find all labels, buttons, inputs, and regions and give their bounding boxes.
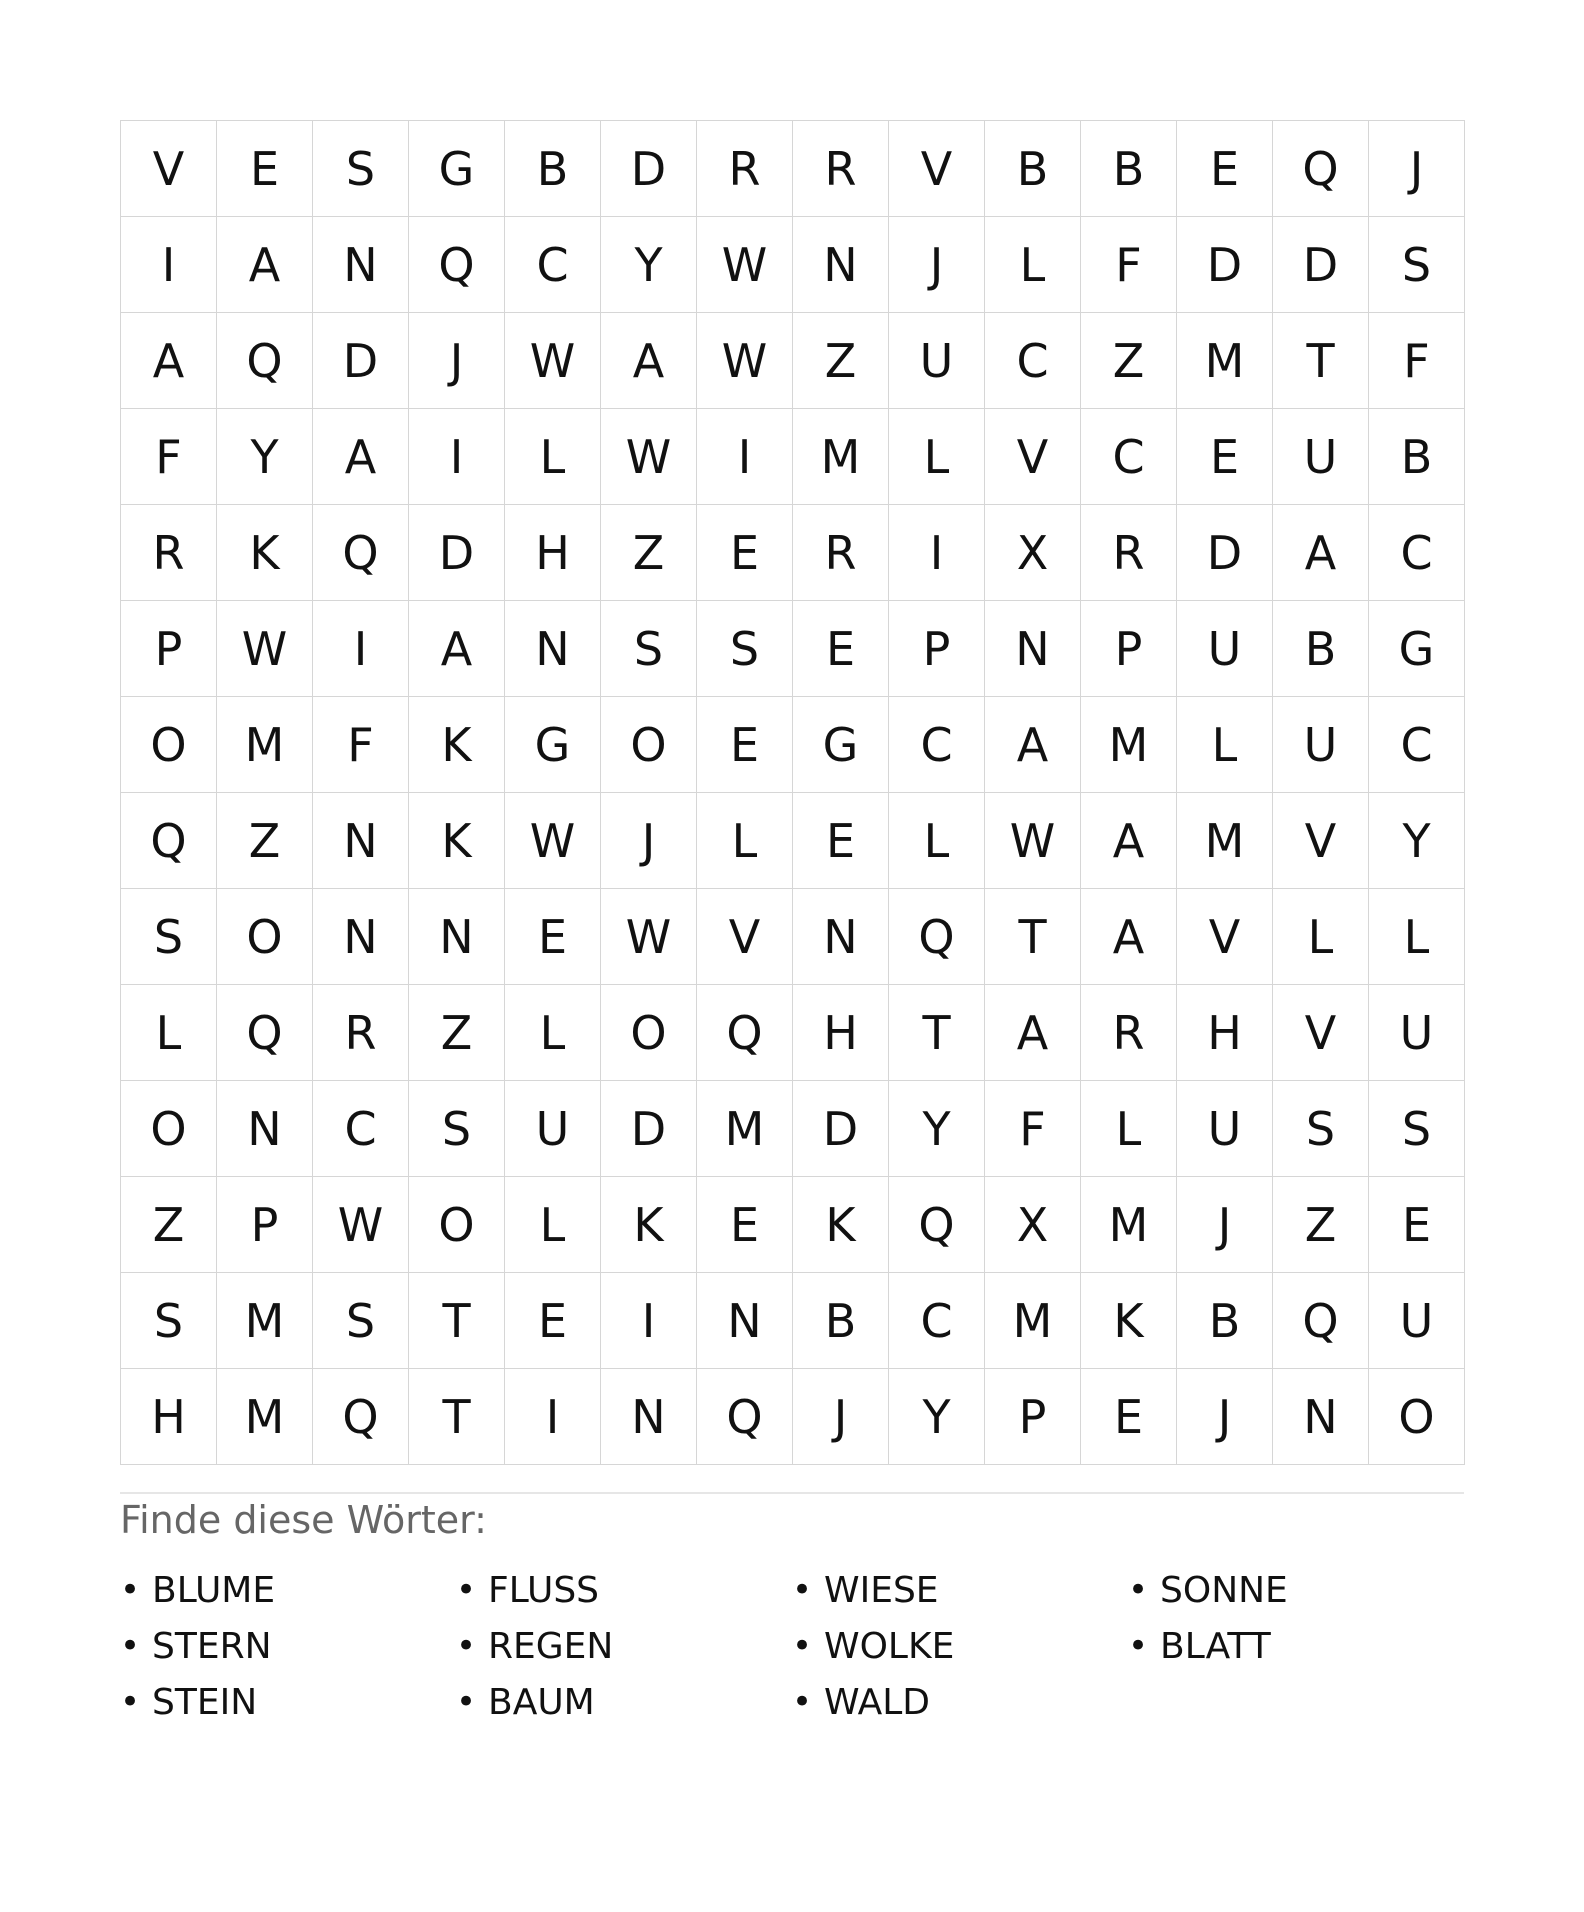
grid-cell[interactable]: U xyxy=(1273,409,1369,505)
grid-cell[interactable]: A xyxy=(313,409,409,505)
grid-cell[interactable]: B xyxy=(985,121,1081,217)
grid-cell[interactable]: O xyxy=(121,697,217,793)
grid-cell[interactable]: B xyxy=(505,121,601,217)
grid-cell[interactable]: A xyxy=(1273,505,1369,601)
grid-cell[interactable]: P xyxy=(1081,601,1177,697)
word-list-item xyxy=(792,1674,1128,1730)
grid-cell[interactable]: B xyxy=(1177,1273,1273,1369)
grid-cell[interactable]: E xyxy=(697,505,793,601)
grid-cell[interactable]: E xyxy=(505,889,601,985)
grid-cell[interactable]: Q xyxy=(217,985,313,1081)
grid-cell[interactable]: Z xyxy=(1273,1177,1369,1273)
grid-cell[interactable]: G xyxy=(793,697,889,793)
letter-grid xyxy=(120,120,1465,1465)
grid-cell[interactable]: Q xyxy=(409,217,505,313)
word-list-item xyxy=(1128,1618,1464,1674)
grid-cell[interactable]: J xyxy=(889,217,985,313)
grid-cell[interactable]: W xyxy=(697,313,793,409)
grid-cell[interactable]: D xyxy=(1177,217,1273,313)
bullet-icon: • xyxy=(1128,1626,1149,1666)
word-label: FLUSS xyxy=(488,1569,600,1611)
grid-cell[interactable]: T xyxy=(985,889,1081,985)
word-list xyxy=(120,1562,1464,1730)
bullet-icon: • xyxy=(120,1682,141,1722)
grid-cell[interactable]: I xyxy=(313,601,409,697)
grid-cell[interactable]: E xyxy=(1177,409,1273,505)
grid-cell[interactable]: C xyxy=(1081,409,1177,505)
grid-cell[interactable]: I xyxy=(409,409,505,505)
word-label: REGEN xyxy=(488,1625,614,1667)
grid-cell[interactable]: Y xyxy=(217,409,313,505)
grid-cell[interactable]: L xyxy=(1273,889,1369,985)
grid-cell[interactable]: I xyxy=(505,1369,601,1465)
grid-cell[interactable]: F xyxy=(1369,313,1465,409)
grid-cell[interactable]: W xyxy=(313,1177,409,1273)
grid-cell[interactable]: L xyxy=(121,985,217,1081)
grid-cell[interactable]: V xyxy=(1273,793,1369,889)
grid-cell[interactable]: L xyxy=(889,793,985,889)
grid-cell[interactable]: O xyxy=(217,889,313,985)
grid-cell[interactable]: X xyxy=(985,1177,1081,1273)
grid-cell[interactable]: R xyxy=(793,121,889,217)
grid-cell[interactable]: H xyxy=(505,505,601,601)
grid-cell[interactable]: S xyxy=(121,889,217,985)
grid-cell[interactable]: T xyxy=(1273,313,1369,409)
grid-cell[interactable]: N xyxy=(1273,1369,1369,1465)
grid-cell[interactable]: E xyxy=(697,697,793,793)
grid-cell[interactable]: U xyxy=(1273,697,1369,793)
word-label: WIESE xyxy=(824,1569,939,1611)
grid-cell[interactable]: N xyxy=(793,889,889,985)
grid-cell[interactable]: D xyxy=(409,505,505,601)
grid-cell[interactable]: K xyxy=(217,505,313,601)
word-list-title: Finde diese Wörter: xyxy=(120,1498,487,1542)
grid-cell[interactable]: R xyxy=(1081,985,1177,1081)
grid-cell[interactable]: Q xyxy=(313,505,409,601)
grid-cell[interactable]: O xyxy=(601,697,697,793)
grid-cell[interactable]: S xyxy=(1273,1081,1369,1177)
grid-cell[interactable]: Q xyxy=(1273,121,1369,217)
word-label: WOLKE xyxy=(824,1625,955,1667)
grid-cell[interactable]: A xyxy=(1081,889,1177,985)
grid-cell[interactable]: D xyxy=(313,313,409,409)
grid-cell[interactable]: I xyxy=(697,409,793,505)
grid-cell[interactable]: Z xyxy=(409,985,505,1081)
bullet-icon: • xyxy=(456,1570,477,1610)
grid-cell[interactable]: J xyxy=(409,313,505,409)
grid-cell[interactable]: O xyxy=(1369,1369,1465,1465)
grid-cell[interactable]: V xyxy=(985,409,1081,505)
bullet-icon: • xyxy=(120,1570,141,1610)
grid-cell[interactable]: D xyxy=(1273,217,1369,313)
grid-cell[interactable]: E xyxy=(697,1177,793,1273)
grid-cell[interactable]: M xyxy=(1081,1177,1177,1273)
grid-cell[interactable]: U xyxy=(889,313,985,409)
grid-cell[interactable]: O xyxy=(121,1081,217,1177)
grid-cell[interactable]: E xyxy=(793,793,889,889)
grid-cell[interactable]: S xyxy=(601,601,697,697)
word-search-puzzle xyxy=(120,120,1464,1723)
bullet-icon: • xyxy=(1128,1570,1149,1610)
grid-cell[interactable]: W xyxy=(601,889,697,985)
grid-cell[interactable]: U xyxy=(1177,601,1273,697)
grid-cell[interactable]: J xyxy=(793,1369,889,1465)
word-list-item xyxy=(1128,1562,1464,1618)
grid-cell[interactable]: J xyxy=(1369,121,1465,217)
word-list-item xyxy=(792,1562,1128,1618)
grid-cell[interactable]: H xyxy=(121,1369,217,1465)
grid-cell[interactable]: M xyxy=(1177,313,1273,409)
grid-cell[interactable]: A xyxy=(985,697,1081,793)
grid-cell[interactable]: W xyxy=(217,601,313,697)
grid-cell[interactable]: A xyxy=(121,313,217,409)
grid-cell[interactable]: R xyxy=(697,121,793,217)
grid-cell[interactable]: P xyxy=(121,601,217,697)
grid-cell[interactable]: E xyxy=(505,1273,601,1369)
grid-cell[interactable]: A xyxy=(409,601,505,697)
grid-cell[interactable]: W xyxy=(985,793,1081,889)
grid-cell[interactable]: G xyxy=(1369,601,1465,697)
grid-cell[interactable]: N xyxy=(697,1273,793,1369)
grid-cell[interactable]: L xyxy=(1081,1081,1177,1177)
grid-cell[interactable]: C xyxy=(889,697,985,793)
bullet-icon: • xyxy=(120,1626,141,1666)
grid-cell[interactable]: H xyxy=(793,985,889,1081)
word-list-item xyxy=(456,1618,792,1674)
grid-cell[interactable]: C xyxy=(1369,697,1465,793)
grid-cell[interactable]: L xyxy=(697,793,793,889)
grid-cell[interactable]: S xyxy=(121,1273,217,1369)
grid-cell[interactable]: W xyxy=(601,409,697,505)
word-list-item xyxy=(456,1562,792,1618)
grid-cell[interactable]: F xyxy=(313,697,409,793)
grid-cell[interactable]: J xyxy=(1177,1177,1273,1273)
grid-cell[interactable]: L xyxy=(1177,697,1273,793)
grid-cell[interactable]: Y xyxy=(601,217,697,313)
grid-cell[interactable]: M xyxy=(217,1369,313,1465)
grid-cell[interactable]: K xyxy=(409,697,505,793)
grid-cell[interactable]: N xyxy=(217,1081,313,1177)
grid-cell[interactable]: F xyxy=(121,409,217,505)
grid-cell[interactable]: C xyxy=(889,1273,985,1369)
grid-cell[interactable]: G xyxy=(505,697,601,793)
grid-cell[interactable]: T xyxy=(409,1273,505,1369)
grid-cell[interactable]: M xyxy=(793,409,889,505)
grid-cell[interactable]: S xyxy=(1369,217,1465,313)
grid-cell[interactable]: D xyxy=(601,121,697,217)
word-label: STEIN xyxy=(152,1681,258,1723)
word-list-item xyxy=(120,1674,456,1730)
grid-cell[interactable]: P xyxy=(889,601,985,697)
grid-cell[interactable]: L xyxy=(505,985,601,1081)
grid-cell[interactable]: R xyxy=(313,985,409,1081)
grid-cell[interactable]: N xyxy=(985,601,1081,697)
grid-cell[interactable]: E xyxy=(1177,121,1273,217)
grid-cell[interactable]: C xyxy=(985,313,1081,409)
grid-cell[interactable]: S xyxy=(409,1081,505,1177)
grid-cell[interactable]: N xyxy=(409,889,505,985)
grid-cell[interactable]: E xyxy=(793,601,889,697)
grid-cell[interactable]: C xyxy=(505,217,601,313)
grid-cell[interactable]: V xyxy=(121,121,217,217)
grid-cell[interactable]: W xyxy=(505,313,601,409)
grid-cell[interactable]: U xyxy=(1369,985,1465,1081)
grid-cell[interactable]: T xyxy=(409,1369,505,1465)
grid-cell[interactable]: N xyxy=(793,217,889,313)
word-label: BLATT xyxy=(1160,1625,1271,1667)
grid-cell[interactable]: S xyxy=(313,121,409,217)
grid-cell[interactable]: V xyxy=(889,121,985,217)
grid-cell[interactable]: P xyxy=(985,1369,1081,1465)
grid-cell[interactable]: T xyxy=(889,985,985,1081)
grid-cell[interactable]: Z xyxy=(1081,313,1177,409)
grid-cell[interactable]: M xyxy=(217,697,313,793)
grid-cell[interactable]: R xyxy=(121,505,217,601)
word-label: WALD xyxy=(824,1681,931,1723)
grid-cell[interactable]: Z xyxy=(793,313,889,409)
grid-cell[interactable]: K xyxy=(793,1177,889,1273)
grid-cell[interactable]: N xyxy=(313,793,409,889)
grid-cell[interactable]: Z xyxy=(217,793,313,889)
grid-cell[interactable]: I xyxy=(601,1273,697,1369)
grid-cell[interactable]: H xyxy=(1177,985,1273,1081)
grid-cell[interactable]: Q xyxy=(697,1369,793,1465)
grid-cell[interactable]: L xyxy=(889,409,985,505)
word-label: BLUME xyxy=(152,1569,276,1611)
grid-cell[interactable]: E xyxy=(1081,1369,1177,1465)
grid-cell[interactable]: N xyxy=(313,217,409,313)
grid-cell[interactable]: A xyxy=(1081,793,1177,889)
grid-cell[interactable]: L xyxy=(505,409,601,505)
grid-cell[interactable]: L xyxy=(1369,889,1465,985)
bullet-icon: • xyxy=(792,1626,813,1666)
grid-cell[interactable]: K xyxy=(1081,1273,1177,1369)
grid-cell[interactable]: E xyxy=(217,121,313,217)
grid-cell[interactable]: U xyxy=(505,1081,601,1177)
grid-cell[interactable]: D xyxy=(601,1081,697,1177)
grid-cell[interactable]: O xyxy=(409,1177,505,1273)
grid-cell[interactable]: Q xyxy=(1273,1273,1369,1369)
grid-cell[interactable]: Q xyxy=(889,889,985,985)
grid-cell[interactable]: I xyxy=(889,505,985,601)
grid-cell[interactable]: D xyxy=(793,1081,889,1177)
grid-cell[interactable]: M xyxy=(217,1273,313,1369)
grid-cell[interactable]: N xyxy=(601,1369,697,1465)
grid-cell[interactable]: B xyxy=(1369,409,1465,505)
grid-cell[interactable]: Q xyxy=(313,1369,409,1465)
grid-cell[interactable]: L xyxy=(985,217,1081,313)
word-label: BAUM xyxy=(488,1681,595,1723)
grid-cell[interactable]: E xyxy=(1369,1177,1465,1273)
word-list-item xyxy=(456,1674,792,1730)
grid-cell[interactable]: B xyxy=(1273,601,1369,697)
grid-cell[interactable]: F xyxy=(1081,217,1177,313)
grid-cell[interactable]: U xyxy=(1369,1273,1465,1369)
grid-cell[interactable]: N xyxy=(505,601,601,697)
grid-cell[interactable]: D xyxy=(1177,505,1273,601)
grid-cell[interactable]: W xyxy=(505,793,601,889)
word-label: SONNE xyxy=(1160,1569,1288,1611)
grid-cell[interactable]: M xyxy=(985,1273,1081,1369)
word-label: STERN xyxy=(152,1625,272,1667)
word-list-item xyxy=(120,1618,456,1674)
grid-cell[interactable]: R xyxy=(793,505,889,601)
grid-cell[interactable]: F xyxy=(985,1081,1081,1177)
grid-cell[interactable]: A xyxy=(601,313,697,409)
grid-cell[interactable]: V xyxy=(697,889,793,985)
grid-cell[interactable]: S xyxy=(697,601,793,697)
grid-cell[interactable]: P xyxy=(217,1177,313,1273)
grid-cell[interactable]: Y xyxy=(889,1081,985,1177)
grid-cell[interactable]: W xyxy=(697,217,793,313)
bullet-icon: • xyxy=(456,1626,477,1666)
grid-cell[interactable]: X xyxy=(985,505,1081,601)
word-list-item xyxy=(120,1562,456,1618)
grid-cell[interactable]: Q xyxy=(121,793,217,889)
grid-cell[interactable]: N xyxy=(313,889,409,985)
divider xyxy=(120,1492,1464,1494)
grid-cell[interactable]: K xyxy=(409,793,505,889)
grid-cell[interactable]: Y xyxy=(889,1369,985,1465)
grid-cell[interactable]: M xyxy=(1177,793,1273,889)
grid-cell[interactable]: Y xyxy=(1369,793,1465,889)
grid-cell[interactable]: Q xyxy=(889,1177,985,1273)
grid-cell[interactable]: J xyxy=(601,793,697,889)
grid-cell[interactable]: S xyxy=(313,1273,409,1369)
grid-cell[interactable]: V xyxy=(1273,985,1369,1081)
grid-cell[interactable]: I xyxy=(121,217,217,313)
grid-cell[interactable]: A xyxy=(985,985,1081,1081)
grid-cell[interactable]: S xyxy=(1369,1081,1465,1177)
grid-cell[interactable]: M xyxy=(1081,697,1177,793)
grid-cell[interactable]: B xyxy=(793,1273,889,1369)
grid-cell[interactable]: M xyxy=(697,1081,793,1177)
grid-cell[interactable]: L xyxy=(505,1177,601,1273)
bullet-icon: • xyxy=(792,1682,813,1722)
grid-cell[interactable]: Q xyxy=(697,985,793,1081)
grid-cell[interactable]: C xyxy=(1369,505,1465,601)
grid-cell[interactable]: Z xyxy=(121,1177,217,1273)
word-list-item xyxy=(792,1618,1128,1674)
bullet-icon: • xyxy=(792,1570,813,1610)
grid-cell[interactable]: Q xyxy=(217,313,313,409)
grid-cell[interactable]: V xyxy=(1177,889,1273,985)
grid-cell[interactable]: U xyxy=(1177,1081,1273,1177)
grid-cell[interactable]: Z xyxy=(601,505,697,601)
grid-cell[interactable]: C xyxy=(313,1081,409,1177)
grid-cell[interactable]: R xyxy=(1081,505,1177,601)
grid-cell[interactable]: O xyxy=(601,985,697,1081)
bullet-icon: • xyxy=(456,1682,477,1722)
grid-cell[interactable]: K xyxy=(601,1177,697,1273)
grid-cell[interactable]: J xyxy=(1177,1369,1273,1465)
grid-cell[interactable]: B xyxy=(1081,121,1177,217)
grid-cell[interactable]: A xyxy=(217,217,313,313)
grid-cell[interactable]: G xyxy=(409,121,505,217)
